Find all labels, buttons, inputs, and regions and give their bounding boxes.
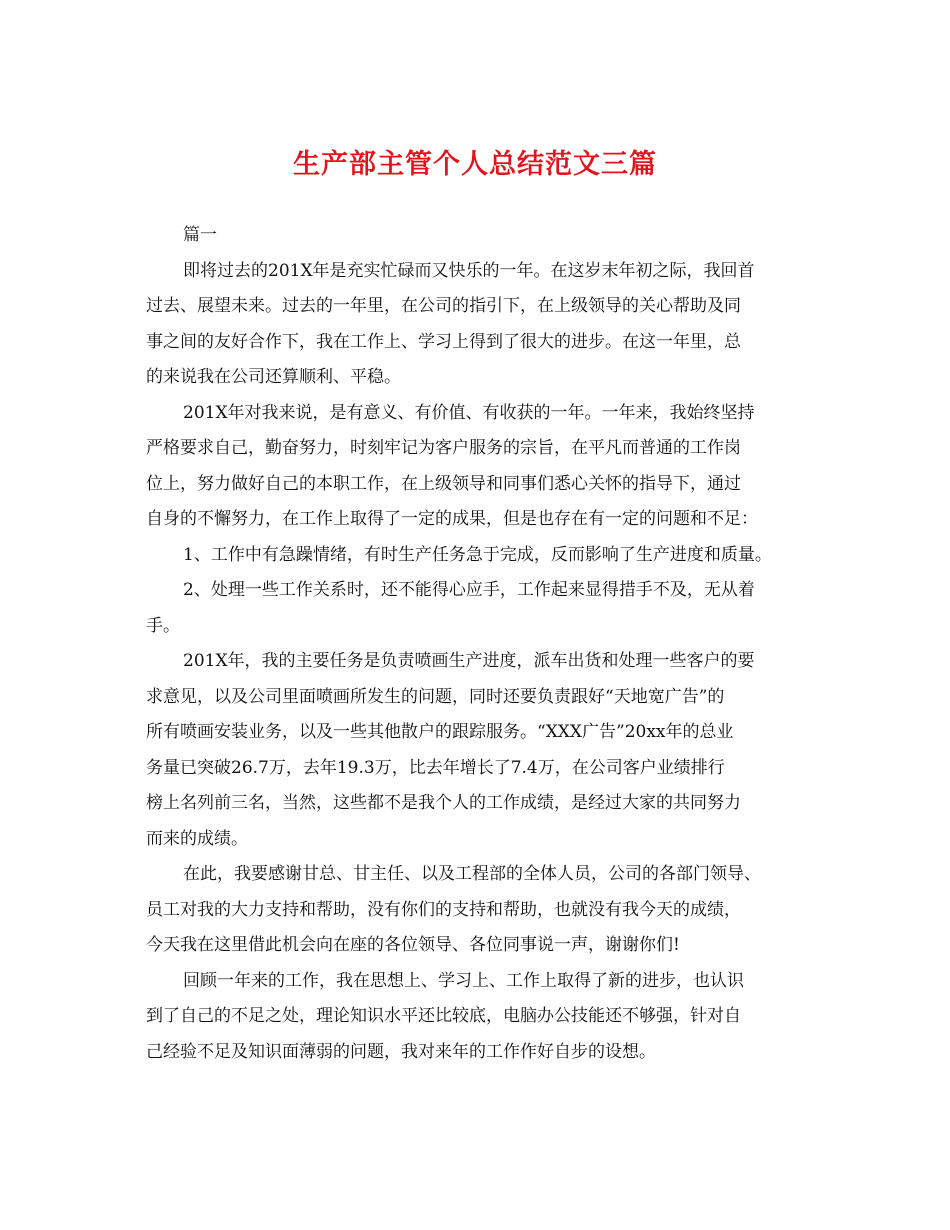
- text-line: 过去、展望未来。过去的一年里，在公司的指引下，在上级领导的关心帮助及同: [146, 296, 741, 316]
- text-line: 手。: [146, 615, 180, 636]
- text-line: 即将过去的201X年是充实忙碌而又快乐的一年。在这岁末年初之际，我回首: [183, 260, 755, 281]
- text-line: 今天我在这里借此机会向在座的各位领导、各位同事说一声，谢谢你们!: [146, 935, 680, 955]
- document-body: [146, 218, 810, 1070]
- text-line: 求意见，以及公司里面喷画所发生的问题，同时还要负责跟好“天地宽广告”的: [146, 686, 725, 707]
- text-line: 1、工作中有急躁情绪，有时生产任务急于完成，反而影响了生产进度和质量。: [183, 544, 772, 565]
- text-line: 2、处理一些工作关系时，还不能得心应手，工作起来显得措手不及，无从着: [183, 580, 755, 600]
- text-line: 榜上名列前三名，当然，这些都不是我个人的工作成绩，是经过大家的共同努力: [146, 793, 741, 813]
- text-line: 员工对我的大力支持和帮助，没有你们的支持和帮助，也就没有我今天的成绩，: [146, 899, 741, 920]
- text-line: 事之间的友好合作下，我在工作上、学习上得到了很大的进步。在这一年里，总: [146, 331, 741, 352]
- text-line: 201X年，我的主要任务是负责喷画生产进度，派车出货和处理一些客户的要: [183, 651, 755, 671]
- text-line: 务量已突破26.7万，去年19.3万，比去年增长了7.4万，在公司客户业绩排行: [146, 757, 725, 778]
- text-line: 在此，我要感谢甘总、甘主任、以及工程部的全体人员，公司的各部门领导、: [183, 864, 761, 884]
- text-line: 的来说我在公司还算顺利、平稳。: [146, 367, 401, 387]
- text-line: 201X年对我来说，是有意义、有价值、有收获的一年。一年来，我始终坚持: [183, 402, 755, 423]
- text-line: 回顾一年来的工作，我在思想上、学习上、工作上取得了新的进步，也认识: [183, 970, 744, 991]
- document-title: 生产部主管个人总结范文三篇: [293, 149, 657, 180]
- text-line: 严格要求自己，勤奋努力，时刻牢记为客户服务的宗旨，在平凡而普通的工作岗: [146, 438, 741, 458]
- text-line: 位上，努力做好自己的本职工作，在上级领导和同事们悉心关怀的指导下，通过: [146, 473, 741, 494]
- section-heading: 篇一: [183, 225, 217, 245]
- text-line: 自身的不懈努力，在工作上取得了一定的成果，但是也存在有一定的问题和不足：: [146, 509, 758, 529]
- text-line: 到了自己的不足之处，理论知识水平还比较底，电脑办公技能还不够强，针对自: [146, 1006, 741, 1026]
- text-line: 己经验不足及知识面薄弱的问题，我对来年的工作作好自步的设想。: [146, 1041, 656, 1062]
- text-line: 而来的成绩。: [146, 828, 248, 849]
- text-line: 所有喷画安装业务，以及一些其他散户的跟踪服务。“XXX广告”20xx年的总业: [146, 722, 734, 742]
